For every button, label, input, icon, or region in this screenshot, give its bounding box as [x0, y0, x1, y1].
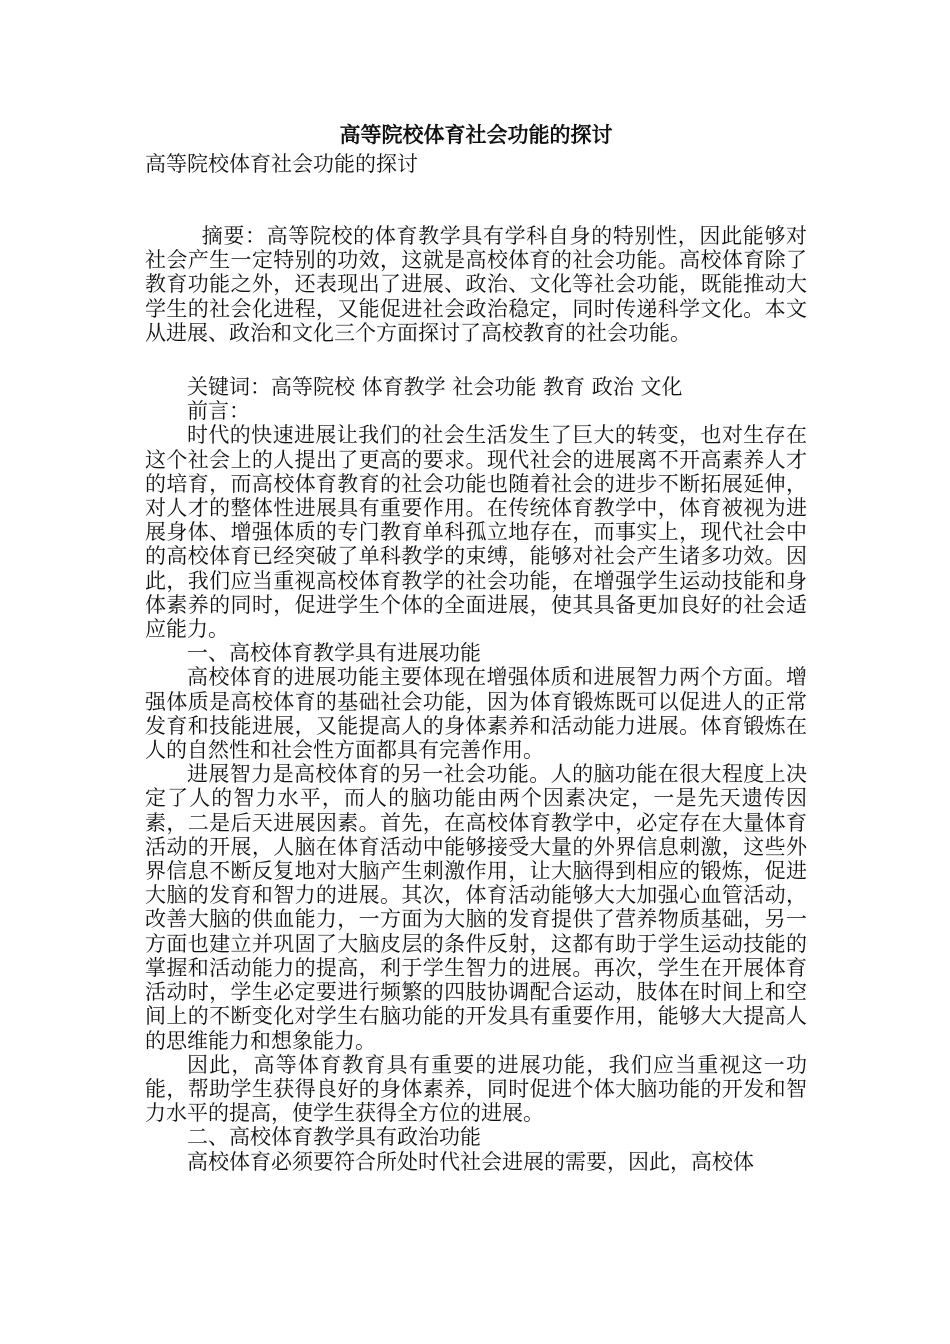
preface-paragraph: 时代的快速进展让我们的社会生活发生了巨大的转变，也对生存在这个社会上的人提出了更高的要求。现代社会的进展离不开高素养人才的培育，而高校体育教育的社会功能也随着社会的进步不断拓展延伸，对人才的整体性进展具有重要作用。在传统体育教学中，体育被视为进展身体、增强体质的专门教育单科孤立地存在，而事实上，现代社会中的高校体育已经突破了单科教学的束缚，能够对社会产生诸多功效。因此，我们应当重视高校体育教学的社会功能，在增强学生运动技能和身体素养的同时，促进学生个体的全面进展，使其具备更加良好的社会适应能力。	[145, 423, 807, 642]
abstract-paragraph: 摘要：高等院校的体育教学具有学科自身的特别性，因此能够对社会产生一定特别的功效，这就是高校体育的社会功能。高校体育除了教育功能之外，还表现出了进展、政治、文化等社会功能，既能推动大学生的社会化进程，又能促进社会政治稳定，同时传递科学文化。本文从进展、政治和文化三个方面探讨了高校教育的社会功能。	[145, 224, 807, 345]
section-1-paragraph-1: 高校体育的进展功能主要体现在增强体质和进展智力两个方面。增强体质是高校体育的基础社会功能，因为体育锻炼既可以促进人的正常发育和技能进展，又能提高人的身体素养和活动能力进展。体育锻炼在人的自然性和社会性方面都具有完善作用。	[145, 665, 807, 763]
section-2-paragraph-1: 高校体育必须要符合所处时代社会进展的需要，因此，高校体	[187, 1149, 754, 1174]
preface-label: 前言：	[187, 399, 250, 424]
section-1-paragraph-2: 进展智力是高校体育的另一社会功能。人的脑功能在很大程度上决定了人的智力水平，而人的脑功能由两个因素决定，一是先天遗传因素，二是后天进展因素。首先，在高校体育教学中，必定存在大量体育活动的开展，人脑在体育活动中能够接受大量的外界信息刺激，这些外界信息不断反复地对大脑产生刺激作用，让大脑得到相应的锻炼，促进大脑的发育和智力的进展。其次，体育活动能够大大加强心血管活动，改善大脑的供血能力，一方面为大脑的发育提供了营养物质基础，另一方面也建立并巩固了大脑皮层的条件反射，这都有助于学生运动技能的掌握和活动能力的提高，利于学生智力的进展。再次，学生在开展体育活动时，学生必定要进行频繁的四肢协调配合运动，肢体在时间上和空间上的不断变化对学生右脑功能的开发具有重要作用，能够大大提高人的思维能力和想象能力。	[145, 762, 807, 1053]
section-2-heading: 二、高校体育教学具有政治功能	[187, 1125, 481, 1150]
section-1-paragraph-3: 因此，高等体育教育具有重要的进展功能，我们应当重视这一功能，帮助学生获得良好的身体素养，同时促进个体大脑功能的开发和智力水平的提高，使学生获得全方位的进展。	[145, 1052, 807, 1126]
keywords-line: 关键词：高等院校 体育教学 社会功能 教育 政治 文化	[187, 375, 683, 400]
document-page	[145, 118, 807, 1174]
document-subtitle: 高等院校体育社会功能的探讨	[145, 152, 418, 176]
document-title: 高等院校体育社会功能的探讨	[339, 122, 613, 147]
section-1-heading: 一、高校体育教学具有进展功能	[187, 641, 481, 666]
